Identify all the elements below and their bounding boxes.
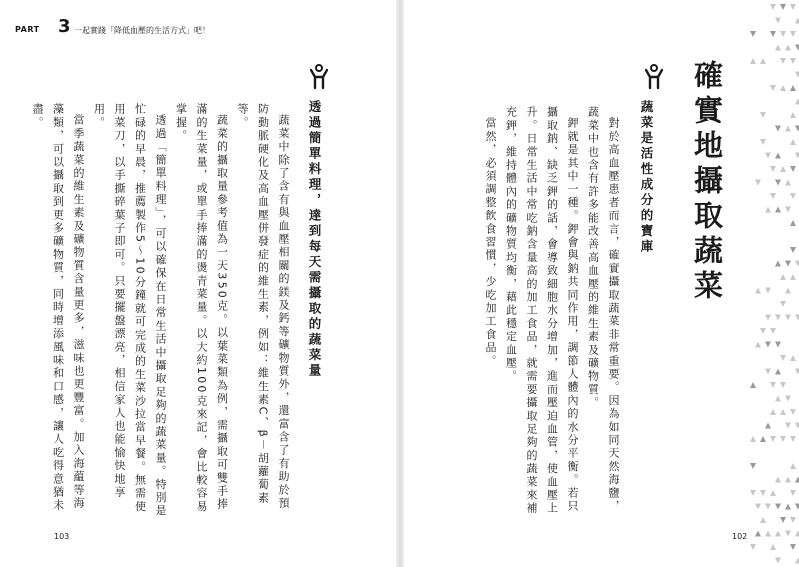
triangle-mark: [795, 531, 799, 537]
triangle-mark: [765, 342, 771, 348]
triangle-mark: [780, 58, 786, 64]
page-number: 103: [54, 532, 70, 541]
triangle-mark: [790, 220, 796, 226]
triangle-mark: [775, 45, 781, 51]
triangle-mark: [785, 126, 791, 132]
body-text: [458, 106, 623, 521]
paragraph: 當然，必須調整飲食習慣，少吃加工食品。: [484, 117, 497, 368]
triangle-mark: [785, 423, 791, 429]
triangle-mark: [765, 153, 771, 159]
triangle-mark: [790, 409, 796, 415]
triangle-mark: [795, 477, 799, 483]
triangle-mark: [765, 423, 771, 429]
section-subheading: 蔬菜是活性成分的寶庫: [639, 100, 654, 255]
triangle-mark: [795, 18, 799, 24]
triangle-mark: [785, 531, 791, 537]
section-subheading: 透過簡單料理，達到每天需攝取的蔬菜量: [307, 100, 322, 379]
triangle-mark: [755, 531, 761, 537]
triangle-mark: [755, 288, 761, 294]
triangle-mark: [795, 369, 799, 375]
triangle-mark: [780, 31, 786, 37]
triangle-mark: [775, 261, 781, 267]
triangle-mark: [775, 180, 781, 186]
triangle-mark: [790, 463, 796, 469]
triangle-mark: [775, 477, 781, 483]
triangle-mark: [775, 315, 781, 321]
triangle-mark: [780, 436, 786, 442]
triangle-mark: [770, 544, 776, 550]
triangle-mark: [750, 58, 756, 64]
triangle-mark: [775, 126, 781, 132]
triangle-mark: [750, 382, 756, 388]
triangle-mark: [760, 517, 766, 523]
triangle-mark: [770, 31, 776, 37]
person-arms-raised-icon: [310, 64, 328, 90]
triangle-mark: [770, 193, 776, 199]
triangle-mark: [780, 4, 786, 10]
triangle-mark: [790, 85, 796, 91]
page-title: 確實地攝取蔬菜: [690, 60, 724, 305]
triangle-mark: [775, 504, 781, 510]
triangle-mark: [795, 504, 799, 510]
triangle-mark: [790, 274, 796, 280]
person-arms-raised-icon: [645, 64, 663, 90]
triangle-mark: [760, 328, 766, 334]
triangle-mark: [795, 99, 799, 105]
triangle-mark: [785, 180, 791, 186]
paragraph: 鉀就是其中一種。鉀會與鈉共同作用，調節人體內的水分平衡。若只攝取鈉、缺乏鉀的話，會導致細胞水分增加，進而壓迫血管，使血壓上升。日常生活中常吃鈉含量高的加工食品，就需要攝取足夠的蔬菜來補充鉀，維持體內的礦物質均衡，藉此穩定血壓。: [504, 106, 579, 516]
triangle-mark: [775, 531, 781, 537]
triangle-mark: [765, 315, 771, 321]
triangle-mark: [765, 504, 771, 510]
paragraph: 當季蔬菜的維生素及礦物質含量更多，滋味也更豐富。加入海藴等海藻類，可以攝取到更多礦物質，同時增添風味和口感，讓人吃得意猶未盡。: [31, 103, 85, 513]
triangle-mark: [780, 382, 786, 388]
paragraph: 蔬菜中除了含有與血壓相關的鎂及鈣等礦物質外，還富含了有助於預防動脈硬化及高血壓併發症的維生素，例如：維生素C、β－胡蘿蔔素等。: [236, 103, 290, 510]
triangle-mark: [795, 153, 799, 159]
triangle-mark: [770, 409, 776, 415]
triangle-mark: [775, 369, 781, 375]
triangle-mark: [780, 517, 786, 523]
triangle-mark: [780, 85, 786, 91]
triangle-mark: [790, 166, 796, 172]
part-title: 一起實踐「降低血壓的生活方式」吧！: [74, 26, 210, 35]
triangle-mark: [775, 396, 781, 402]
part-number: 3: [58, 16, 71, 37]
triangle-mark: [760, 490, 766, 496]
triangle-mark: [765, 207, 771, 213]
triangle-mark: [770, 436, 776, 442]
triangle-mark: [795, 261, 799, 267]
triangle-mark: [785, 477, 791, 483]
triangle-mark: [750, 31, 756, 37]
paragraph: 蔬菜的攝取量參考值為一天350克。以葉菜類為例，需攝取可雙手捧滿的生菜量，或單手捧滿的燙青菜量。以大約100克來記，會比較容易掌握。: [174, 103, 229, 514]
triangle-mark: [750, 544, 756, 550]
page-number: 102: [732, 532, 748, 541]
triangle-mark: [755, 180, 761, 186]
triangle-mark: [785, 288, 791, 294]
triangle-mark: [775, 342, 781, 348]
triangle-mark: [760, 139, 766, 145]
paragraph: 對於高血壓患者而言，確實攝取蔬菜非常重要。因為如同天然海鹽，蔬菜中也含有許多能改善高血壓的維生素及礦物質。: [586, 106, 620, 513]
triangle-mark: [790, 247, 796, 253]
triangle-mark: [785, 207, 791, 213]
paragraph: 透過「簡單料理」，可以確保在日常生活中攝取足夠的蔬菜量。特別是忙碌的早晨，推薦製作5～10分鐘就可完成的生菜沙拉當早餐。無需使用菜刀，以手撕碎葉子即可。只要擺盤漂亮，相信家人也能愉快地享用。: [92, 103, 167, 518]
triangle-mark: [795, 45, 799, 51]
triangle-mark: [785, 504, 791, 510]
triangle-mark: [790, 490, 796, 496]
triangle-mark: [775, 18, 781, 24]
triangle-mark: [780, 409, 786, 415]
triangle-mark: [790, 4, 796, 10]
right-page: [400, 0, 799, 567]
triangle-mark: [755, 342, 761, 348]
triangle-mark: [775, 558, 781, 564]
triangle-mark: [775, 207, 781, 213]
triangle-mark: [760, 58, 766, 64]
triangle-mark: [780, 166, 786, 172]
triangle-mark: [750, 490, 756, 496]
triangle-mark: [785, 261, 791, 267]
triangle-mark: [760, 436, 766, 442]
triangle-mark: [775, 153, 781, 159]
triangle-mark: [795, 558, 799, 564]
triangle-mark: [795, 423, 799, 429]
triangle-mark: [770, 85, 776, 91]
triangle-mark: [790, 193, 796, 199]
triangle-mark: [790, 544, 796, 550]
triangle-mark: [770, 382, 776, 388]
triangle-mark: [790, 139, 796, 145]
triangle-mark: [790, 31, 796, 37]
triangle-mark: [750, 463, 756, 469]
triangle-mark: [750, 436, 756, 442]
triangle-mark: [780, 355, 786, 361]
triangle-mark: [790, 517, 796, 523]
triangle-pattern-decoration: [748, 0, 799, 567]
triangle-mark: [790, 112, 796, 118]
triangle-mark: [795, 315, 799, 321]
triangle-mark: [770, 490, 776, 496]
triangle-mark: [795, 72, 799, 78]
triangle-mark: [795, 126, 799, 132]
triangle-mark: [780, 274, 786, 280]
triangle-mark: [785, 396, 791, 402]
triangle-mark: [780, 301, 786, 307]
triangle-mark: [790, 355, 796, 361]
triangle-mark: [770, 166, 776, 172]
triangle-mark: [765, 369, 771, 375]
triangle-mark: [765, 531, 771, 537]
part-label: PART: [15, 25, 40, 34]
triangle-mark: [770, 328, 776, 334]
body-text: [31, 103, 293, 518]
triangle-mark: [785, 45, 791, 51]
triangle-mark: [785, 315, 791, 321]
triangle-mark: [770, 4, 776, 10]
triangle-mark: [755, 504, 761, 510]
triangle-mark: [765, 288, 771, 294]
triangle-mark: [760, 112, 766, 118]
triangle-mark: [790, 58, 796, 64]
triangle-mark: [790, 436, 796, 442]
